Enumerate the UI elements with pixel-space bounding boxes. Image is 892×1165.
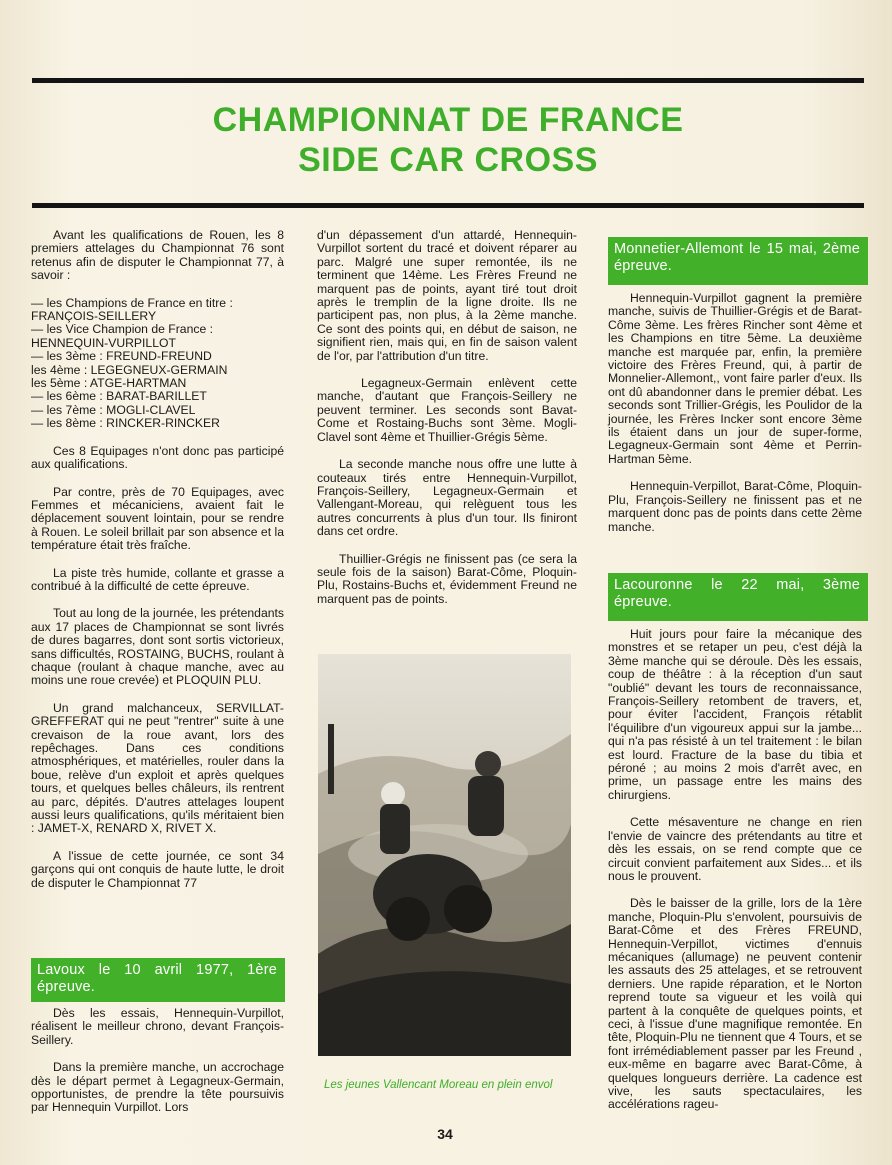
race-photo (318, 654, 571, 1056)
paragraph: A l'issue de cette journée, ce sont 34 garçons qui ont conquis de haute lutte, le droit de disputer le Championnat 77 (31, 848, 284, 890)
paragraph: Un grand malchanceux, SERVILLAT-GREFFERAT qui ne peut "rentrer" suite à une crevaison de la roue avant, lors des repêchages. Dans ces conditions atmosphériques, et matérielles, rouler dans la boue, relève d'un exploit et après quelques tours, et quelques belles châleurs, ils rentrent au parc, dépités. D'autres attelages loupent aussi leurs qualifications, qu'ils méritaient bien : JAMET-X, RENARD X, RIVET X. (31, 700, 284, 836)
list-item: — les 8ème : RINCKER-RINCKER (31, 416, 220, 431)
paragraph: Tout au long de la journée, les prétendants aux 17 places de Championnat se sont livrés de dures bagarres, dont sont sortis victorieux, sans difficultés, ROSTAING, BUCHS, roulant à chaque (roulant à chaque manche, avec au moins une roue crevée) et PLOQUIN PLU. (31, 606, 284, 688)
paragraph: Legagneux-Germain enlèvent cette manche, d'autant que François-Seillery ne peuvent terminer. Les seconds sont Bavat-Come et Rostaing-Buchs sont 3ème. Mogli-Clavel sont 4ème et Thuillier-Grégis 5ème. (317, 376, 577, 444)
page-number: 34 (437, 1126, 453, 1142)
list-item: — les Vice Champion de France : HENNEQUIN-VURPILLOT (31, 322, 213, 350)
paragraph: Dès les essais, Hennequin-Vurpillot, réalisent le meilleur chrono, devant François-Seillery. (31, 1006, 284, 1047)
article-title (32, 100, 864, 180)
list-item: les 4ème : LEGEGNEUX-GERMAIN (31, 362, 228, 377)
top-rule (32, 78, 864, 83)
paragraph: Huit jours pour faire la mécanique des monstres et se retaper un peu, c'est déjà la 3ème manche qui se déroule. Dès les essais, coup de théâtre : à la réception d'un saut "oublié" devant les tours de reconnaissance, François-Seillery retombent de travers, et, pour éviter l'accident, François rétablit l'équilibre d'un vigoureux appui sur la jambe... qui n'a pas résisté à un tel traitement : le bilan est lourd. Fracture de la base du tibia et péroné ; au moins 2 mois d'arrêt avec, en prime, un passage entre les mains des chirurgiens. (608, 627, 862, 802)
paragraph: Par contre, près de 70 Equipages, avec Femmes et mécaniciens, avaient fait le déplacement souvent lointain, pour se rendre à Rouen. Le soleil brillait par son absence et la température était très fraîche. (31, 484, 284, 553)
section-header-monnetier: Monnetier-Allemont le 15 mai, 2ème épreuve. (608, 237, 868, 285)
paragraph: Cette mésaventure ne change en rien l'envie de vaincre des prétendants au titre et dès les essais, on se rend compte que ce circuit convient parfaitement aux Sides... et ils nous le prouvent. (608, 815, 862, 883)
paragraph: La piste très humide, collante et grasse a contribué à la difficulté de cette épreuve. (31, 565, 284, 593)
list-item: — les Champions de France en titre : FRANÇOIS-SEILLERY (31, 295, 233, 324)
title-line-2: SIDE CAR CROSS (298, 141, 598, 179)
column-1 (31, 229, 284, 904)
column-3-continued (608, 628, 862, 1126)
list-item: les 5ème : ATGE-HARTMAN (31, 376, 187, 391)
paragraph: Hennequin-Vurpillot gagnent la première manche, suivis de Thuillier-Grégis et de Barat-Côme 3ème. Les frères Rincher sont 4ème et les Champions en titre 5ème. La deuxième manche est marquée par, enfin, la première victoire des Frères Freund, qui, à partir de Monnelier-Allemont,, vont faire parler d'eux. Ils ont dû abandonner dans le premier débat. Les seconds sont Trillier-Grégis, les Poulidor de la journée, les Frères Incker sont encore 3ème ils étaient dans un jour de super-forme, Legagneux-Germain sont 4ème et Perrin-Hartman 5ème. (608, 291, 862, 466)
column-2 (317, 229, 577, 620)
paragraph: Hennequin-Verpillot, Barat-Côme, Ploquin-Plu, François-Seillery ne finissent pas et ne marquent donc pas de points dans cette 2ème manche. (608, 479, 862, 534)
paragraph: d'un dépassement d'un attardé, Hennequin-Vurpillot sortent du tracé et doivent réparer au parc. Malgré une super remontée, ils ne terminent que 14ème. Les Frères Freund ne marquent pas de points, ayant tiré tout droit après le tremplin de la ligne droite. Ils ne participent pas, non plus, à la 2ème manche. Ce sont des points qui, en début de saison, ne signifient rien, mais qui, en fin de saison valent de l'or, par l'attribution d'un titre. (317, 228, 577, 363)
paragraph: Dans la première manche, un accrochage dès le départ permet à Legagneux-Germain, opportunistes, de prendre la tête poursuivis par Hennequin Vurpillot. Lors (31, 1060, 284, 1115)
title-line-1: CHAMPIONNAT DE FRANCE (212, 101, 684, 139)
paragraph: Thuillier-Grégis ne finissent pas (ce sera la seule fois de la saison) Barat-Côme, Ploquin-Plu, Rostains-Buchs et, évidemment Freund ne marquent pas de points. (317, 551, 577, 606)
sidecar-photo-illustration (318, 654, 571, 1056)
column-3 (608, 292, 862, 548)
photo-caption: Les jeunes Vallencant Moreau en plein envol (324, 1079, 553, 1091)
list-item: — les 7ème : MOGLI-CLAVEL (31, 402, 196, 417)
qualified-list (31, 297, 284, 431)
column-1-continued (31, 1007, 284, 1129)
paragraph: Dès le baisser de la grille, lors de la 1ère manche, Ploquin-Plu s'envolent, poursuivis de Barat-Côme et des Frères FREUND, Hennequin-Verpillot, victimes d'ennuis mécaniques (allumage) ne peuvent contenir les assauts des 25 attelages, et se retrouvent derniers. Une rapide réparation, et le Norton reprend toute sa vigueur et les voilà qui partent à la conquête de quelques points, et ceci, à l'issue d'une magnifique remontée. En tête, Ploquin-Plu ne tiennent que 4 Tours, et se font irrémédiablement passer par les Freund , eux-même en bagarre avec Barat-Côme, à quelques longueurs derrière. La cadence est vive, les sauts spectaculaires, les accélérations rageu- (608, 896, 862, 1112)
list-item: — les 3ème : FREUND-FREUND (31, 349, 212, 364)
paragraph: La seconde manche nous offre une lutte à couteaux tirés entre Hennequin-Vurpillot, François-Seillery, Legagneux-Germain et Vallengant-Moreau, qui relèguent tous les autres concurrents à plus d'un tour. Ils finiront dans cet ordre. (317, 457, 577, 539)
list-item: — les 6ème : BARAT-BARILLET (31, 389, 207, 404)
paragraph: Avant les qualifications de Rouen, les 8 premiers attelages du Championnat 76 sont retenus afin de disputer le Championnat 77, à savoir : (31, 228, 284, 283)
paragraph: Ces 8 Equipages n'ont donc pas participé aux qualifications. (31, 443, 284, 472)
bottom-rule (32, 203, 864, 208)
section-header-lavoux: Lavoux le 10 avril 1977, 1ère épreuve. (31, 958, 285, 1002)
section-header-lacouronne: Lacouronne le 22 mai, 3ème épreuve. (608, 573, 868, 621)
